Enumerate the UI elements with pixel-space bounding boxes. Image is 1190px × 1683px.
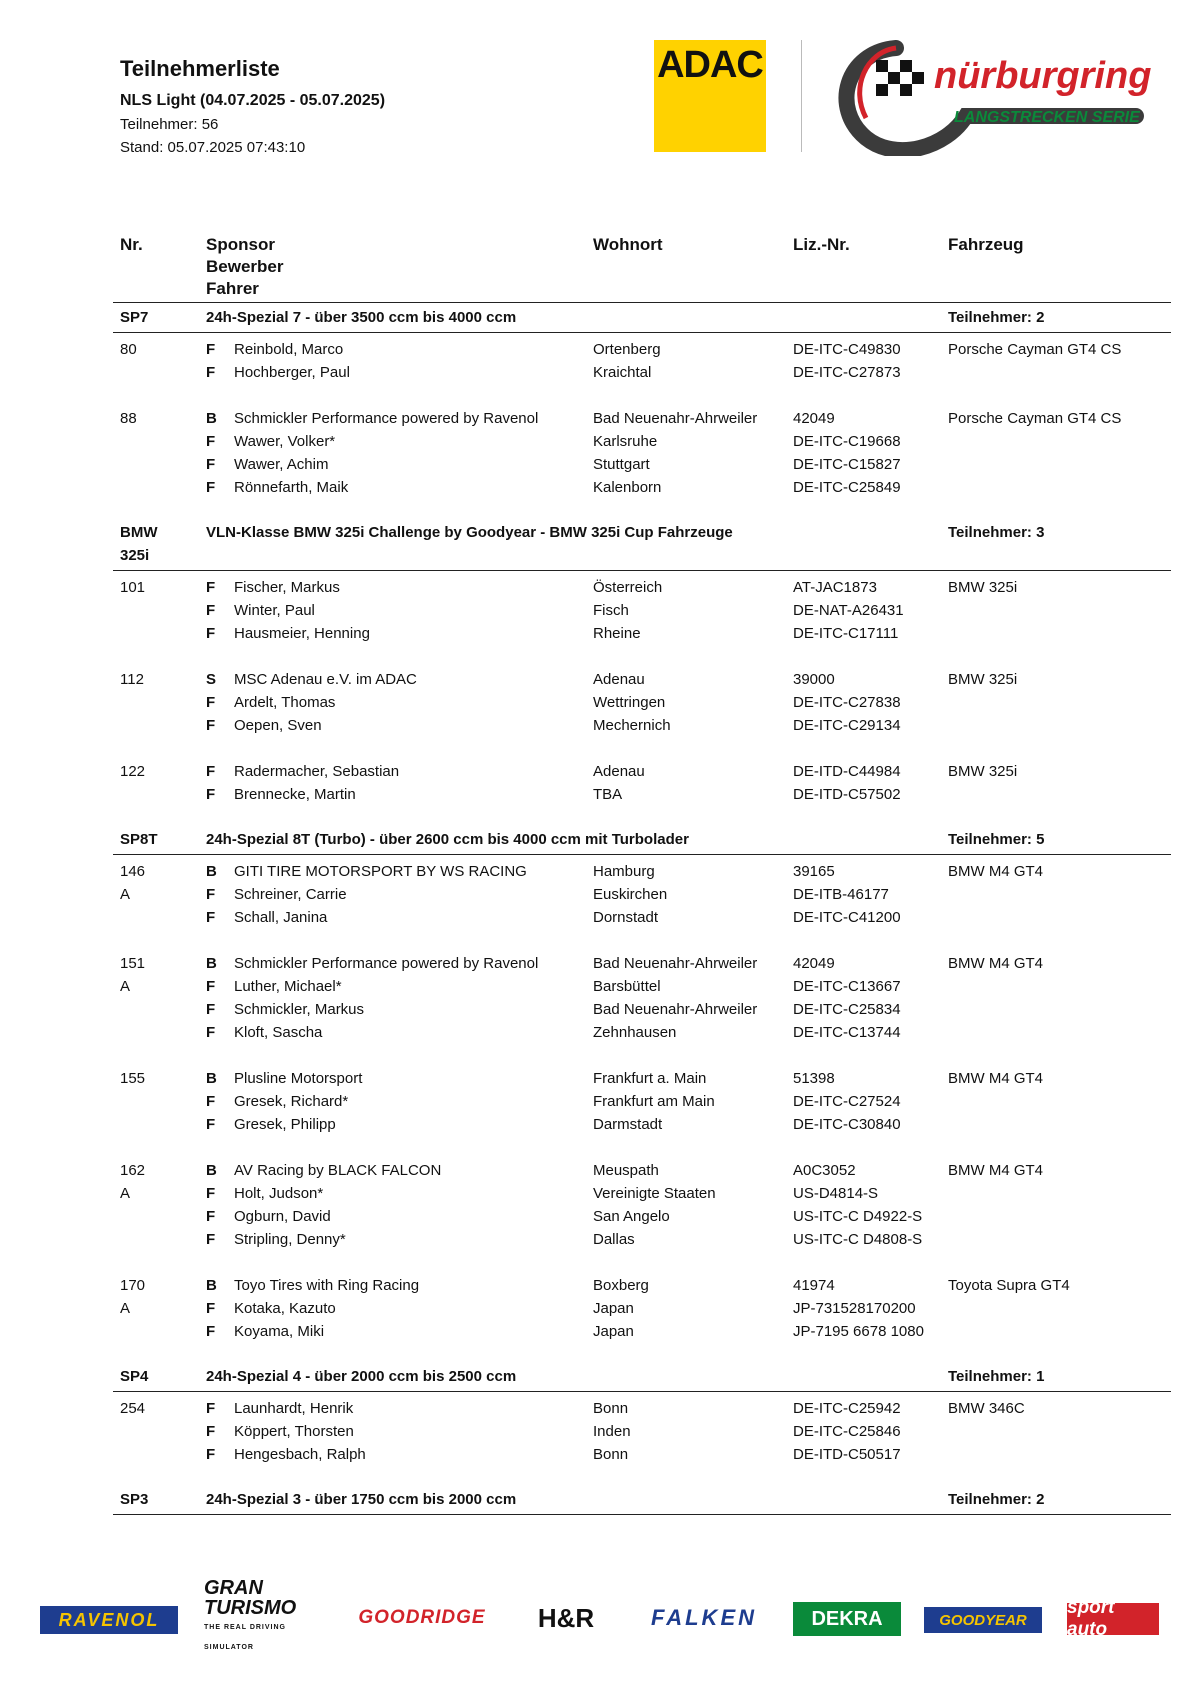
gran-turismo-logo (204, 1577, 324, 1651)
person-role: F (206, 364, 216, 381)
person-row (113, 1443, 1171, 1466)
person-wohnort: Boxberg (593, 1277, 649, 1294)
person-row (113, 860, 1171, 883)
entry-number: 112 (120, 671, 144, 688)
entry-row (113, 1274, 1171, 1343)
class-name: 24h-Spezial 3 - über 1750 ccm bis 2000 ccm (206, 1491, 517, 1508)
person-name: Rönnefarth, Maik (234, 479, 349, 496)
person-role: B (206, 410, 217, 427)
person-role: F (206, 1323, 216, 1340)
person-wohnort: Bonn (593, 1400, 629, 1417)
person-license: DE-ITC-C13744 (793, 1024, 901, 1041)
person-row (113, 1113, 1171, 1136)
person-license: DE-ITB-46177 (793, 886, 889, 903)
person-wohnort: Bad Neuenahr-Ahrweiler (593, 410, 758, 427)
person-row (113, 1159, 1171, 1182)
person-row (113, 599, 1171, 622)
person-row (113, 453, 1171, 476)
person-row (113, 476, 1171, 499)
class-name: 24h-Spezial 8T (Turbo) - über 2600 ccm bis 4000 ccm mit Turbolader (206, 831, 689, 848)
person-role: F (206, 1208, 216, 1225)
entry-number: 151 A (120, 955, 146, 995)
entry-vehicle: BMW 325i (948, 763, 1018, 780)
class-header (113, 1362, 1171, 1392)
section-spacer (113, 1343, 1171, 1362)
checkered-flag-icon (876, 60, 924, 96)
nuerburgring-wordmark: nürburgring (934, 55, 1152, 97)
class-count: Teilnehmer: 1 (948, 1368, 1045, 1385)
entry-vehicle: BMW M4 GT4 (948, 1162, 1044, 1179)
person-role: F (206, 886, 216, 903)
person-license: DE-ITC-C49830 (793, 341, 901, 358)
person-license: 51398 (793, 1070, 835, 1087)
col-sponsor-label: Sponsor (206, 235, 275, 254)
person-role: B (206, 863, 217, 880)
gran-turismo-wordmark: GRAN TURISMO (204, 1577, 297, 1619)
person-role: F (206, 1093, 216, 1110)
person-name: Winter, Paul (234, 602, 315, 619)
person-license: DE-ITC-C17111 (793, 625, 899, 642)
participant-table (113, 230, 1171, 1515)
person-license: DE-ITC-C27524 (793, 1093, 901, 1110)
person-row (113, 1397, 1171, 1420)
person-name: Kotaka, Kazuto (234, 1300, 336, 1317)
person-name: AV Racing by BLACK FALCON (234, 1162, 442, 1179)
person-license: 39000 (793, 671, 835, 688)
person-license: DE-ITC-C30840 (793, 1116, 901, 1133)
person-role: F (206, 1423, 216, 1440)
table-header (113, 230, 1171, 303)
person-name: Hausmeier, Henning (234, 625, 370, 642)
page-title: Teilnehmerliste (120, 56, 280, 81)
person-name: Wawer, Volker* (234, 433, 336, 450)
person-wohnort: Euskirchen (593, 886, 668, 903)
person-role: F (206, 479, 216, 496)
nuerburgring-logo (836, 38, 1166, 156)
goodridge-logo: GOODRIDGE (358, 1607, 486, 1628)
person-role: B (206, 1070, 217, 1087)
person-row (113, 1067, 1171, 1090)
entry-vehicle: BMW 346C (948, 1400, 1025, 1417)
person-row (113, 1274, 1171, 1297)
person-wohnort: Dornstadt (593, 909, 659, 926)
person-role: F (206, 456, 216, 473)
person-license: DE-ITC-C41200 (793, 909, 901, 926)
person-wohnort: Adenau (593, 763, 645, 780)
person-name: Gresek, Philipp (234, 1116, 336, 1133)
person-name: Schreiner, Carrie (234, 886, 347, 903)
section-spacer (113, 499, 1171, 518)
person-row (113, 883, 1171, 906)
col-bewerber-label: Bewerber (206, 257, 284, 276)
entry-vehicle: Toyota Supra GT4 (948, 1277, 1070, 1294)
person-license: DE-NAT-A26431 (793, 602, 904, 619)
person-license: 42049 (793, 955, 835, 972)
entry-vehicle: Porsche Cayman GT4 CS (948, 410, 1122, 427)
person-license: DE-ITC-C27873 (793, 364, 901, 381)
person-row (113, 1090, 1171, 1113)
hr-logo: H&R (537, 1602, 595, 1633)
person-wohnort: Kalenborn (593, 479, 662, 496)
class-header (113, 518, 1171, 571)
person-license: DE-ITD-C50517 (793, 1446, 901, 1463)
person-wohnort: Rheine (593, 625, 641, 642)
person-license: DE-ITC-C25834 (793, 1001, 901, 1018)
col-wohnort: Wohnort (593, 235, 663, 254)
person-license: DE-ITC-C15827 (793, 456, 901, 473)
goodyear-logo: GOODYEAR (924, 1607, 1042, 1633)
person-name: Ogburn, David (234, 1208, 331, 1225)
person-role: F (206, 763, 216, 780)
person-wohnort: Karlsruhe (593, 433, 658, 450)
person-role: F (206, 717, 216, 734)
person-wohnort: Bonn (593, 1446, 629, 1463)
person-license: 41974 (793, 1277, 835, 1294)
person-row (113, 622, 1171, 645)
person-wohnort: Bad Neuenahr-Ahrweiler (593, 955, 758, 972)
person-license: 39165 (793, 863, 835, 880)
entry-number: 88 (120, 410, 137, 427)
person-row (113, 430, 1171, 453)
entry-number: 162 A (120, 1162, 146, 1202)
entry-vehicle: BMW 325i (948, 579, 1018, 596)
person-name: Plusline Motorsport (234, 1070, 363, 1087)
person-name: Schmickler, Markus (234, 1001, 365, 1018)
person-name: Stripling, Denny* (234, 1231, 346, 1248)
series-wordmark: LANGSTRECKEN SERIE (954, 109, 1140, 126)
person-name: Luther, Michael* (234, 978, 342, 995)
class-header (113, 303, 1171, 333)
person-row (113, 952, 1171, 975)
ravenol-logo: RAVENOL (40, 1606, 178, 1634)
person-role: B (206, 1162, 217, 1179)
person-role: F (206, 1185, 216, 1202)
entry-number: 155 (120, 1070, 146, 1087)
class-header (113, 825, 1171, 855)
person-row (113, 668, 1171, 691)
person-row (113, 1021, 1171, 1044)
person-role: F (206, 1001, 216, 1018)
event-title: NLS Light (04.07.2025 - 05.07.2025) (120, 92, 386, 109)
col-liz: Liz.-Nr. (793, 235, 850, 254)
person-name: Oepen, Sven (234, 717, 322, 734)
person-name: Toyo Tires with Ring Racing (234, 1277, 420, 1294)
class-code: BMW 325i (120, 524, 158, 564)
person-name: Hochberger, Paul (234, 364, 350, 381)
person-name: Holt, Judson* (234, 1185, 324, 1202)
person-row (113, 576, 1171, 599)
entry-row (113, 952, 1171, 1044)
person-wohnort: Zehnhausen (593, 1024, 677, 1041)
person-name: Wawer, Achim (234, 456, 329, 473)
person-license: DE-ITC-C29134 (793, 717, 901, 734)
person-role: F (206, 625, 216, 642)
person-name: Koyama, Miki (234, 1323, 325, 1340)
adac-logo-text: ADAC (657, 44, 763, 86)
entry-vehicle: BMW M4 GT4 (948, 955, 1044, 972)
document-header (120, 56, 385, 159)
person-role: S (206, 671, 217, 688)
person-role: F (206, 978, 216, 995)
person-row (113, 998, 1171, 1021)
person-wohnort: Inden (593, 1423, 631, 1440)
col-nr: Nr. (120, 235, 143, 254)
class-code: SP7 (120, 309, 149, 326)
person-name: Launhardt, Henrik (234, 1400, 354, 1417)
person-wohnort: Hamburg (593, 863, 655, 880)
person-row (113, 691, 1171, 714)
col-fahrer-label: Fahrer (206, 279, 259, 298)
person-license: AT-JAC1873 (793, 579, 877, 596)
class-name: 24h-Spezial 7 - über 3500 ccm bis 4000 ccm (206, 309, 517, 326)
person-row (113, 338, 1171, 361)
sport-auto-logo: sport auto (1067, 1603, 1159, 1635)
person-role: F (206, 909, 216, 926)
col-fahrzeug: Fahrzeug (948, 235, 1024, 254)
person-license: US-ITC-C D4808-S (793, 1231, 923, 1248)
person-role: F (206, 1231, 216, 1248)
person-wohnort: Japan (593, 1300, 634, 1317)
person-license: US-D4814-S (793, 1185, 879, 1202)
person-role: F (206, 1300, 216, 1317)
person-row (113, 1205, 1171, 1228)
person-wohnort: Ortenberg (593, 341, 661, 358)
person-name: Schmickler Performance powered by Ravenol (234, 410, 539, 427)
person-license: JP-731528170200 (793, 1300, 916, 1317)
person-wohnort: Darmstadt (593, 1116, 663, 1133)
participant-count: Teilnehmer: 56 (120, 116, 219, 133)
person-name: MSC Adenau e.V. im ADAC (234, 671, 417, 688)
person-row (113, 714, 1171, 737)
person-row (113, 361, 1171, 384)
person-wohnort: Mechernich (593, 717, 671, 734)
adac-logo (654, 40, 766, 152)
person-role: F (206, 694, 216, 711)
person-wohnort: Vereinigte Staaten (593, 1185, 716, 1202)
sponsor-bar (0, 1577, 1190, 1651)
person-row (113, 1297, 1171, 1320)
person-row (113, 906, 1171, 929)
person-name: Radermacher, Sebastian (234, 763, 400, 780)
section-spacer (113, 806, 1171, 825)
entry-vehicle: Porsche Cayman GT4 CS (948, 341, 1122, 358)
person-wohnort: Japan (593, 1323, 634, 1340)
entry-row (113, 668, 1171, 737)
person-wohnort: Wettringen (593, 694, 666, 711)
person-license: DE-ITD-C57502 (793, 786, 901, 803)
person-row (113, 783, 1171, 806)
person-role: F (206, 433, 216, 450)
class-count: Teilnehmer: 5 (948, 831, 1045, 848)
dekra-logo: DEKRA (793, 1602, 901, 1636)
class-count: Teilnehmer: 2 (948, 309, 1045, 326)
person-license: DE-ITC-C25942 (793, 1400, 901, 1417)
person-name: Fischer, Markus (234, 579, 340, 596)
class-count: Teilnehmer: 3 (948, 524, 1045, 541)
person-wohnort: Frankfurt a. Main (593, 1070, 707, 1087)
entry-number: 170 A (120, 1277, 146, 1317)
entry-vehicle: BMW M4 GT4 (948, 1070, 1044, 1087)
gran-turismo-tagline: THE REAL DRIVING SIMULATOR (204, 1624, 286, 1651)
entry-number: 146 A (120, 863, 146, 903)
class-count: Teilnehmer: 2 (948, 1491, 1045, 1508)
person-name: Reinbold, Marco (234, 341, 344, 358)
person-name: Köppert, Thorsten (234, 1423, 354, 1440)
person-wohnort: Dallas (593, 1231, 635, 1248)
entry-row (113, 338, 1171, 384)
class-list (113, 303, 1171, 1515)
class-code: SP4 (120, 1368, 149, 1385)
person-license: DE-ITC-C19668 (793, 433, 901, 450)
person-row (113, 1320, 1171, 1343)
person-license: DE-ITD-C44984 (793, 763, 901, 780)
entry-number: 80 (120, 341, 137, 358)
person-wohnort: Kraichtal (593, 364, 652, 381)
person-role: F (206, 1400, 216, 1417)
person-name: GITI TIRE MOTORSPORT BY WS RACING (234, 863, 527, 880)
person-role: B (206, 1277, 217, 1294)
person-role: F (206, 1024, 216, 1041)
entry-number: 122 (120, 763, 146, 780)
person-row (113, 760, 1171, 783)
person-license: DE-ITC-C25849 (793, 479, 901, 496)
person-role: F (206, 1116, 216, 1133)
person-role: F (206, 579, 216, 596)
entry-vehicle: BMW 325i (948, 671, 1018, 688)
entry-row (113, 1397, 1171, 1466)
person-role: B (206, 955, 217, 972)
person-license: DE-ITC-C13667 (793, 978, 901, 995)
person-row (113, 1420, 1171, 1443)
person-wohnort: Fisch (593, 602, 629, 619)
entry-row (113, 576, 1171, 645)
entry-row (113, 407, 1171, 499)
person-row (113, 975, 1171, 998)
person-wohnort: TBA (593, 786, 623, 803)
person-wohnort: Barsbüttel (593, 978, 661, 995)
entry-vehicle: BMW M4 GT4 (948, 863, 1044, 880)
person-name: Schall, Janina (234, 909, 328, 926)
entry-number: 254 (120, 1400, 146, 1417)
person-name: Ardelt, Thomas (234, 694, 336, 711)
class-code: SP8T (120, 831, 158, 848)
class-name: VLN-Klasse BMW 325i Challenge by Goodyear - BMW 325i Cup Fahrzeuge (206, 524, 733, 541)
logo-divider (801, 40, 802, 152)
person-name: Hengesbach, Ralph (234, 1446, 366, 1463)
class-name: 24h-Spezial 4 - über 2000 ccm bis 2500 ccm (206, 1368, 517, 1385)
person-wohnort: Bad Neuenahr-Ahrweiler (593, 1001, 758, 1018)
person-wohnort: San Angelo (593, 1208, 670, 1225)
person-license: JP-7195 6678 1080 (793, 1323, 924, 1340)
person-license: DE-ITC-C25846 (793, 1423, 901, 1440)
person-wohnort: Adenau (593, 671, 645, 688)
entry-row (113, 1159, 1171, 1251)
person-license: A0C3052 (793, 1162, 856, 1179)
person-license: US-ITC-C D4922-S (793, 1208, 923, 1225)
col-sponsor (206, 234, 283, 300)
person-role: F (206, 1446, 216, 1463)
class-code: SP3 (120, 1491, 149, 1508)
person-wohnort: Frankfurt am Main (593, 1093, 715, 1110)
person-name: Brennecke, Martin (234, 786, 356, 803)
person-name: Kloft, Sascha (234, 1024, 323, 1041)
person-role: F (206, 602, 216, 619)
person-wohnort: Stuttgart (593, 456, 650, 473)
section-spacer (113, 1466, 1171, 1485)
falken-logo: FALKEN (651, 1605, 757, 1630)
person-role: F (206, 786, 216, 803)
person-row (113, 1228, 1171, 1251)
person-role: F (206, 341, 216, 358)
person-license: DE-ITC-C27838 (793, 694, 901, 711)
person-name: Schmickler Performance powered by Ravenol (234, 955, 539, 972)
person-license: 42049 (793, 410, 835, 427)
class-header (113, 1485, 1171, 1515)
entry-row (113, 860, 1171, 929)
person-wohnort: Meuspath (593, 1162, 659, 1179)
stand-timestamp: Stand: 05.07.2025 07:43:10 (120, 139, 306, 156)
person-wohnort: Österreich (593, 579, 663, 596)
entry-number: 101 (120, 579, 146, 596)
person-row (113, 1182, 1171, 1205)
person-name: Gresek, Richard* (234, 1093, 349, 1110)
entry-row (113, 760, 1171, 806)
entry-row (113, 1067, 1171, 1136)
person-row (113, 407, 1171, 430)
